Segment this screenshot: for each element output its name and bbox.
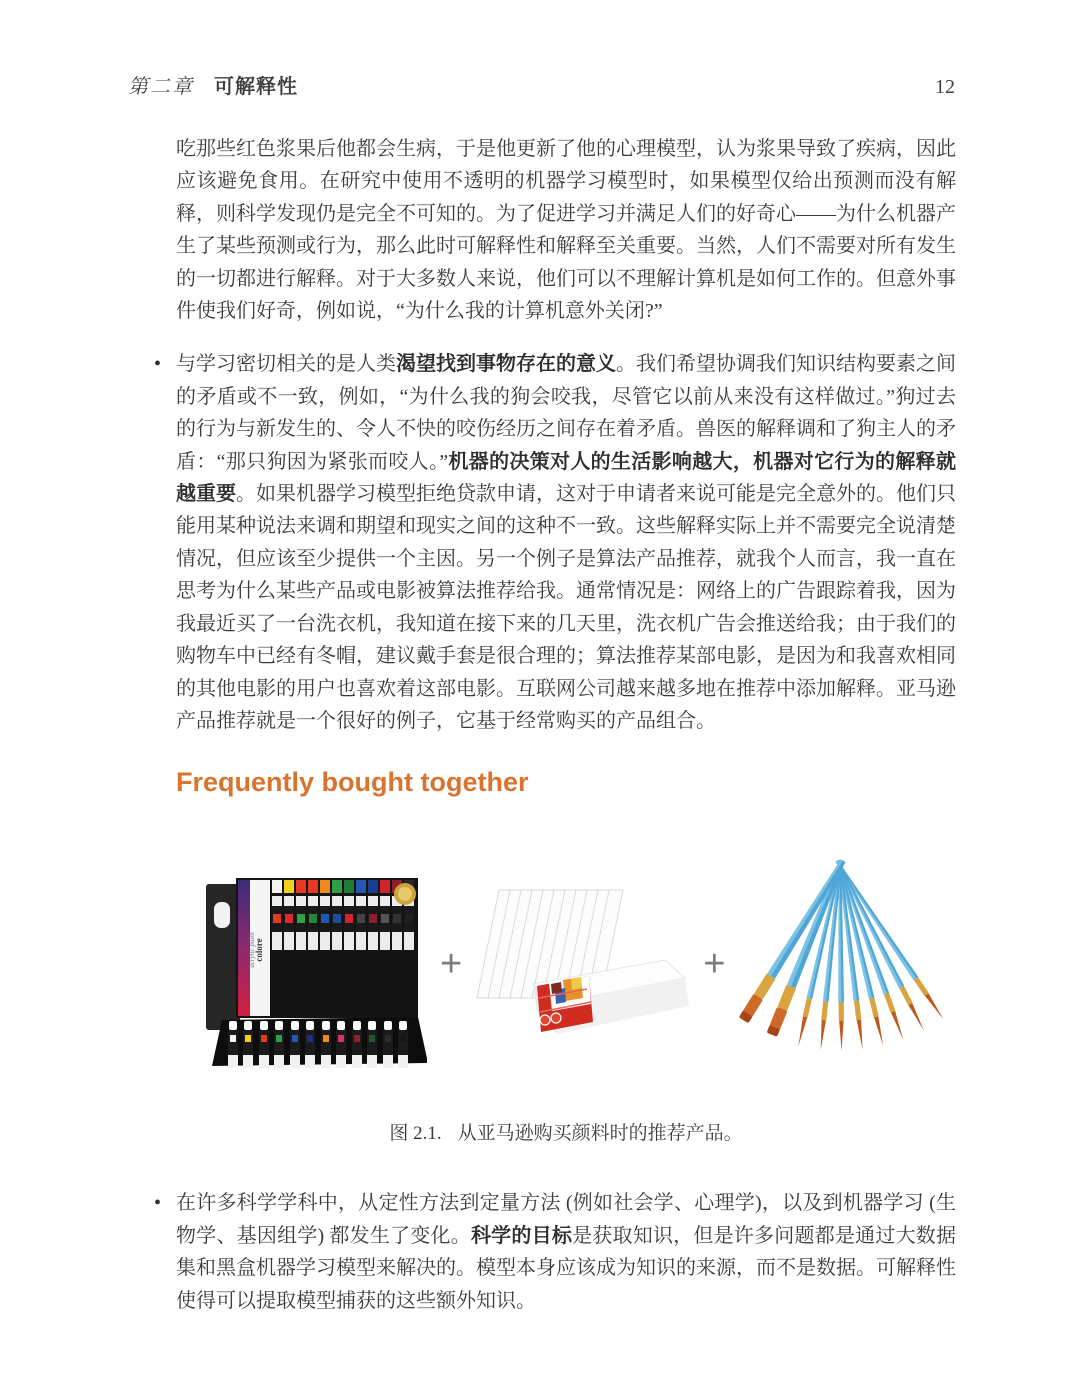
hang-card xyxy=(206,884,240,1030)
paint-type-text: acrylic paint xyxy=(248,932,256,969)
bullet-science-bold: 科学的目标 xyxy=(470,1224,573,1247)
plus-icon: + xyxy=(703,943,726,986)
canvas-panels-image xyxy=(475,880,690,1060)
bullet-science xyxy=(176,1187,956,1317)
figure-products-row xyxy=(176,854,956,1086)
bullet-meaning-text-3: 。如果机器学习模型拒绝贷款申请，这对于申请者来说可能是完全意外的。他们只能用某种说法来调和期望和现实之间的这种不一致。这些解释实际上并不需要完全说清楚情况，但应该至少提供一个主因。另一个例子是算法产品推荐，就我个人而言，我一直在思考为什么某些产品或电影被算法推荐给我。通常情况是：网络上的广告跟踪着我，因为我最近买了一台洗衣机，我知道在接下来的几天里，洗衣机广告会推送给我；由于我们的购物车中已经有冬帽，建议戴手套是很合理的；算法推荐某部电影，是因为和我喜欢相同的其他电影的用户也喜欢着这部电影。互联网公司越来越多地在推荐中添加解释。亚马逊产品推荐就是一个很好的例子，它基于经常购买的产品组合。 xyxy=(176,483,956,732)
page-content xyxy=(176,133,956,1317)
paragraph-intro: 吃那些红色浆果后他都会生病，于是他更新了他的心理模型，认为浆果导致了疾病，因此应该避免食用。在研究中使用不透明的机器学习模型时，如果模型仅给出预测而没有解释，则科学发现仍是完全不可知的。为了促进学习并满足人们的好奇心——为什么机器产生了某些预测或行为，那么此时可解释性和解释至关重要。当然，人们不需要对所有发生的一切都进行解释。对于大多数人来说，他们可以不理解计算机是如何工作的。但意外事件使我们好奇，例如说，“为什么我的计算机意外关闭?” xyxy=(176,138,956,323)
figure-caption-text: 从亚马逊购买颜料时的推荐产品。 xyxy=(457,1123,743,1145)
paint-brand-text: colore xyxy=(254,938,264,962)
figure-caption-label: 图 2.1. xyxy=(389,1123,442,1145)
bullet-meaning-text-2: 。我们希望协调我们知识结构要素之间的矛盾或不一致，例如，“为什么我的狗会咬我，尽管它以前从来没有这样做过。”狗过去的行为与新发生的、令人不快的咬伤经历之间存在着矛盾。兽医的解释调和了狗主人的矛盾：“那只狗因为紧张而咬人。” xyxy=(176,353,956,473)
running-head xyxy=(128,70,955,99)
bullet-list-1 xyxy=(176,348,956,737)
page-number: 12 xyxy=(935,76,955,98)
bullet-science-text-2: 是获取知识，但是许多问题都是通过大数据集和黑盒机器学习模型来解决的。模型本身应该成为知识的来源，而不是数据。可解释性使得可以提取模型捕获的这些额外知识。 xyxy=(176,1224,957,1312)
canvas-box-label xyxy=(537,976,593,1032)
brush-fan xyxy=(739,858,943,1051)
bullet-science-text: 在许多科学学科中，从定性方法到定量方法 (例如社会学、心理学)，以及到机器学习 (生物学、基因组学) 都发生了变化。 xyxy=(176,1192,956,1247)
paint-box xyxy=(236,878,418,1018)
paint-brushes-image xyxy=(738,854,943,1086)
section-title: 可解释性 xyxy=(214,76,298,98)
bullet-meaning-bold-2: 机器的决策对人的生活影响越大，机器对它行为的解释就越重要 xyxy=(176,450,956,506)
bullet-meaning-text: 与学习密切相关的是人类 xyxy=(176,353,396,376)
bullet-meaning xyxy=(176,348,956,737)
chapter-label: 第二章 xyxy=(128,76,194,98)
gold-badge-icon xyxy=(394,883,416,905)
figure-caption xyxy=(176,1118,956,1145)
acrylic-paint-set-image xyxy=(192,870,427,1070)
bullet-list-2 xyxy=(176,1187,956,1317)
plus-icon: + xyxy=(440,943,463,986)
bullet-meaning-bold-1: 渴望找到事物存在的意义 xyxy=(396,353,616,376)
figure-heading: Frequently bought together xyxy=(176,767,529,798)
paint-tray xyxy=(212,1017,427,1068)
